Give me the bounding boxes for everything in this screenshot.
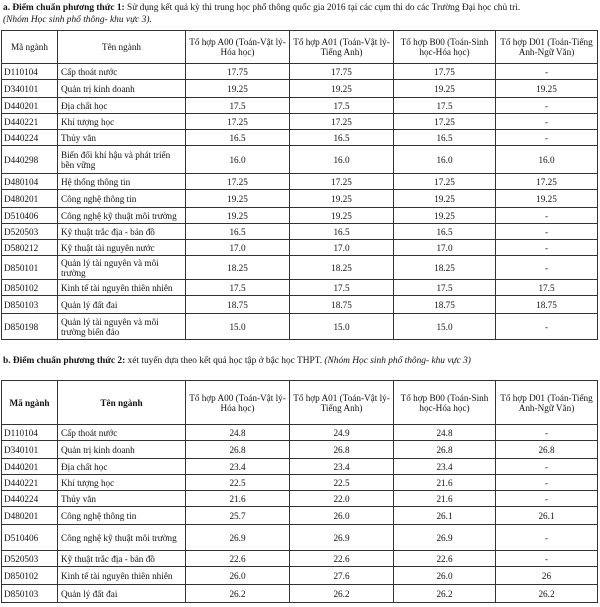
cell-b00: 26.8 [394,441,496,459]
table-row [2,114,598,130]
cell-d01: 17.5 [496,280,598,296]
cell-code: D520503 [2,224,58,240]
table-row [2,98,598,114]
cell-major: Quản lý đất đai [58,296,186,314]
cell-a01: 15.0 [290,314,394,340]
cell-b00: 17.0 [394,240,496,256]
table-row [2,525,598,551]
cell-d01: - [496,208,598,224]
table-row [2,146,598,174]
cell-d01: - [496,114,598,130]
cell-b00: 17.5 [394,280,496,296]
table-row [2,296,598,314]
cell-code: D510406 [2,525,58,551]
cell-d01: 17.25 [496,174,598,190]
cell-major: Kỹ thuật tài nguyên nước [58,240,186,256]
table-method-2-body [2,425,598,603]
cell-d01: - [496,130,598,146]
header-d01: Tổ hợp D01 (Toán-Tiếng Anh-Ngữ Văn) [496,381,598,425]
cell-code: D340101 [2,441,58,459]
cell-code: D440201 [2,98,58,114]
header-code: Mã ngành [2,381,58,425]
header-code: Mã ngành [2,31,58,64]
cell-code: D440201 [2,459,58,475]
table-method-1 [1,30,598,340]
cell-a00: 16.0 [186,146,290,174]
table-row [2,80,598,98]
cell-d01: - [496,64,598,80]
cell-a00: 22.6 [186,551,290,567]
cell-a00: 16.5 [186,224,290,240]
table-row [2,507,598,525]
section-a-heading [0,2,520,14]
header-b00: Tổ hợp B00 (Toán-Sinh học-Hóa học) [394,381,496,425]
table-row [2,585,598,603]
cell-a01: 26.2 [290,585,394,603]
cell-b00: 21.6 [394,475,496,491]
cell-d01: 26 [496,567,598,585]
table-row [2,190,598,208]
cell-b00: 16.5 [394,130,496,146]
table-row [2,224,598,240]
header-a01: Tổ hợp A01 (Toán-Vật lý-Tiếng Anh) [290,31,394,64]
cell-b00: 17.25 [394,174,496,190]
cell-major: Biến đổi khí hậu và phát triển bền vững [58,146,186,174]
cell-b00: 19.25 [394,190,496,208]
section-b-label: b. Điểm chuẩn phương thức 2: [3,356,126,366]
cell-major: Kỹ thuật trắc địa - bản đồ [58,551,186,567]
cell-a00: 16.5 [186,130,290,146]
cell-code: D850103 [2,296,58,314]
table-header-row [2,31,598,64]
header-major: Tên ngành [58,31,186,64]
cell-a01: 27.6 [290,567,394,585]
cell-a01: 22.5 [290,475,394,491]
cell-a01: 24.9 [290,425,394,441]
cell-code: D850198 [2,314,58,340]
cell-d01: 26.8 [496,441,598,459]
cell-a00: 17.0 [186,240,290,256]
cell-b00: 26.2 [394,585,496,603]
cell-b00: 18.75 [394,296,496,314]
cell-d01: - [496,314,598,340]
cell-major: Hệ thống thông tin [58,174,186,190]
cell-d01: - [496,475,598,491]
cell-code: D440224 [2,130,58,146]
table-row [2,425,598,441]
cell-major: Thủy văn [58,130,186,146]
cell-major: Quản lý tài nguyên và môi trường [58,256,186,280]
cell-d01: - [496,459,598,475]
section-a-label: a. Điểm chuẩn phương thức 1: [3,3,125,13]
cell-code: D850102 [2,280,58,296]
cell-b00: 17.25 [394,114,496,130]
cell-a00: 23.4 [186,459,290,475]
cell-a00: 26.9 [186,525,290,551]
cell-d01: - [496,425,598,441]
cell-a01: 16.5 [290,224,394,240]
table-header-row [2,381,598,425]
cell-code: D850102 [2,567,58,585]
cell-code: D510406 [2,208,58,224]
cell-a00: 17.75 [186,64,290,80]
cell-major: Công nghệ thông tin [58,507,186,525]
cell-code: D480104 [2,174,58,190]
section-a-note: (Nhóm Học sinh phổ thông- khu vực 3). [3,15,152,25]
table-row [2,551,598,567]
cell-major: Công nghệ kỹ thuật môi trường [58,525,186,551]
cell-code: D480201 [2,190,58,208]
header-a01: Tổ hợp A01 (Toán-Vật lý-Tiếng Anh) [290,381,394,425]
table-method-1-body [2,64,598,340]
cell-b00: 18.25 [394,256,496,280]
cell-code: D440221 [2,475,58,491]
cell-d01: 19.25 [496,80,598,98]
cell-a01: 17.75 [290,64,394,80]
cell-a01: 16.0 [290,146,394,174]
cell-code: D440224 [2,491,58,507]
section-b-heading [0,355,471,367]
cell-code: D850101 [2,256,58,280]
cell-a00: 21.6 [186,491,290,507]
cell-a00: 19.25 [186,80,290,98]
table-method-2 [1,380,598,603]
cell-b00: 24.8 [394,425,496,441]
table-row [2,491,598,507]
header-d01: Tổ hợp D01 (Toán-Tiếng Anh-Ngữ Văn) [496,31,598,64]
header-a00: Tổ hợp A00 (Toán-Vật lý-Hóa học) [186,381,290,425]
cell-a01: 23.4 [290,459,394,475]
cell-major: Quản trị kinh doanh [58,441,186,459]
cell-code: D340101 [2,80,58,98]
cell-b00: 16.0 [394,146,496,174]
cell-d01: - [496,240,598,256]
cell-d01: 26.1 [496,507,598,525]
cell-a01: 26.9 [290,525,394,551]
cell-a01: 17.5 [290,280,394,296]
table-row [2,174,598,190]
cell-code: D850103 [2,585,58,603]
table-row [2,240,598,256]
cell-b00: 16.5 [394,224,496,240]
cell-a01: 22.0 [290,491,394,507]
cell-a01: 17.25 [290,174,394,190]
cell-a00: 18.75 [186,296,290,314]
cell-code: D580212 [2,240,58,256]
cell-major: Khí tượng học [58,475,186,491]
cell-a01: 19.25 [290,80,394,98]
cell-b00: 23.4 [394,459,496,475]
cell-d01: - [496,525,598,551]
table-row [2,475,598,491]
cell-d01: - [496,551,598,567]
cell-a00: 17.5 [186,98,290,114]
cell-code: D110104 [2,64,58,80]
section-b-text: xét tuyển dựa theo kết quả học tập ở bậc học THPT. [125,356,323,366]
cell-d01: 16.0 [496,146,598,174]
cell-major: Địa chất học [58,98,186,114]
header-a00: Tổ hợp A00 (Toán-Vật lý-Hóa học) [186,31,290,64]
cell-a00: 19.25 [186,190,290,208]
cell-b00: 21.6 [394,491,496,507]
table-row [2,256,598,280]
cell-a01: 16.5 [290,130,394,146]
header-b00: Tổ hợp B00 (Toán-Sinh học-Hóa học) [394,31,496,64]
cell-a01: 18.25 [290,256,394,280]
cell-a00: 17.5 [186,280,290,296]
cell-a00: 24.8 [186,425,290,441]
cell-b00: 17.5 [394,98,496,114]
table-row [2,567,598,585]
cell-b00: 22.6 [394,551,496,567]
header-major: Tên ngành [58,381,186,425]
cell-a01: 26.8 [290,441,394,459]
cell-code: D110104 [2,425,58,441]
cell-major: Quản lý tài nguyên và môi trường biển đảo [58,314,186,340]
cell-d01: - [496,98,598,114]
cell-b00: 19.25 [394,208,496,224]
table-row [2,459,598,475]
cell-b00: 26.9 [394,525,496,551]
cell-b00: 15.0 [394,314,496,340]
section-a-text: Sử dụng kết quả kỳ thi trung học phổ thông quốc gia 2016 tại các cụm thi do các Trường Đại học chủ trì. [124,3,521,13]
cell-a00: 17.25 [186,174,290,190]
cell-d01: 19.25 [496,190,598,208]
cell-a00: 15.0 [186,314,290,340]
cell-a00: 25.7 [186,507,290,525]
cell-major: Cấp thoát nước [58,425,186,441]
cell-major: Địa chất học [58,459,186,475]
cell-major: Công nghệ kỹ thuật môi trường [58,208,186,224]
cell-b00: 17.75 [394,64,496,80]
cell-a00: 19.25 [186,208,290,224]
cell-major: Kỹ thuật trắc địa - bản đồ [58,224,186,240]
section-b-note: (Nhóm Học sinh phổ thông- khu vực 3) [322,356,471,366]
cell-b00: 19.25 [394,80,496,98]
cell-b00: 26.0 [394,567,496,585]
cell-a00: 17.25 [186,114,290,130]
cell-a01: 18.75 [290,296,394,314]
cell-major: Quản trị kinh doanh [58,80,186,98]
cell-major: Công nghệ thông tin [58,190,186,208]
cell-a01: 17.25 [290,114,394,130]
cell-a00: 26.8 [186,441,290,459]
cell-b00: 26.1 [394,507,496,525]
cell-a01: 26.0 [290,507,394,525]
table-row [2,208,598,224]
cell-d01: 18.75 [496,296,598,314]
cell-a01: 19.25 [290,208,394,224]
cell-major: Quản lý đất đai [58,585,186,603]
cell-d01: - [496,491,598,507]
cell-a00: 18.25 [186,256,290,280]
cell-d01: - [496,256,598,280]
cell-code: D480201 [2,507,58,525]
cell-code: D520503 [2,551,58,567]
cell-major: Kinh tế tài nguyên thiên nhiên [58,280,186,296]
table-row [2,64,598,80]
cell-a01: 19.25 [290,190,394,208]
table-row [2,130,598,146]
table-row [2,441,598,459]
cell-a01: 22.6 [290,551,394,567]
cell-major: Kinh tế tài nguyên thiên nhiên [58,567,186,585]
table-row [2,314,598,340]
cell-a00: 26.0 [186,567,290,585]
cell-d01: - [496,224,598,240]
cell-a01: 17.5 [290,98,394,114]
cell-a01: 17.0 [290,240,394,256]
cell-major: Khí tượng học [58,114,186,130]
cell-d01: 26.2 [496,585,598,603]
table-row [2,280,598,296]
cell-major: Thủy văn [58,491,186,507]
cell-major: Cấp thoát nước [58,64,186,80]
cell-code: D440298 [2,146,58,174]
cell-a00: 26.2 [186,585,290,603]
cell-code: D440221 [2,114,58,130]
cell-a00: 22.5 [186,475,290,491]
